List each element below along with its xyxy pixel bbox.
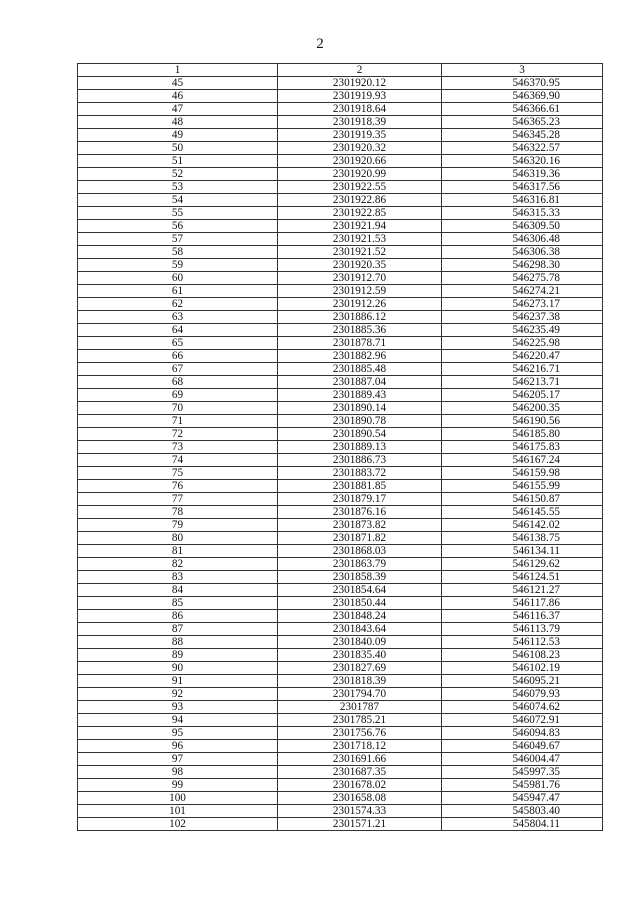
table-row [78,363,603,376]
point-number-cell: 82 [78,558,278,571]
page-number: 2 [316,36,324,52]
point-number-cell: 74 [78,454,278,467]
point-number-cell: 91 [78,675,278,688]
coordinates-table [77,63,603,831]
table-row [78,740,603,753]
y-coordinate-cell: 546274.21 [442,285,603,298]
x-coordinate-cell: 2301718.12 [278,740,442,753]
point-number-cell: 87 [78,623,278,636]
point-number-cell: 102 [78,818,278,831]
x-coordinate-cell: 2301691.66 [278,753,442,766]
table-row [78,259,603,272]
y-coordinate-cell: 546275.78 [442,272,603,285]
table-header-row [78,64,603,77]
point-number-cell: 76 [78,480,278,493]
table-row [78,194,603,207]
point-number-cell: 75 [78,467,278,480]
table-row [78,116,603,129]
x-coordinate-cell: 2301883.72 [278,467,442,480]
x-coordinate-cell: 2301886.12 [278,311,442,324]
y-coordinate-cell: 546102.19 [442,662,603,675]
table-row [78,441,603,454]
y-coordinate-cell: 546095.21 [442,675,603,688]
table-row [78,285,603,298]
point-number-cell: 61 [78,285,278,298]
y-coordinate-cell: 546121.27 [442,584,603,597]
y-coordinate-cell: 546322.57 [442,142,603,155]
table-row [78,298,603,311]
x-coordinate-cell: 2301756.76 [278,727,442,740]
x-coordinate-cell: 2301794.70 [278,688,442,701]
table-row [78,597,603,610]
x-coordinate-cell: 2301920.99 [278,168,442,181]
y-coordinate-cell: 546134.11 [442,545,603,558]
table-row [78,688,603,701]
x-coordinate-cell: 2301818.39 [278,675,442,688]
x-coordinate-cell: 2301890.78 [278,415,442,428]
y-coordinate-cell: 546315.33 [442,207,603,220]
table-row [78,623,603,636]
table-row [78,142,603,155]
point-number-cell: 94 [78,714,278,727]
table-row [78,662,603,675]
table-row [78,220,603,233]
point-number-cell: 95 [78,727,278,740]
table-row [78,168,603,181]
point-number-cell: 63 [78,311,278,324]
y-coordinate-cell: 545803.40 [442,805,603,818]
x-coordinate-cell: 2301922.55 [278,181,442,194]
y-coordinate-cell: 546049.67 [442,740,603,753]
x-coordinate-cell: 2301889.43 [278,389,442,402]
y-coordinate-cell: 546129.62 [442,558,603,571]
y-coordinate-cell: 546345.28 [442,129,603,142]
x-coordinate-cell: 2301922.86 [278,194,442,207]
y-coordinate-cell: 546116.37 [442,610,603,623]
x-coordinate-cell: 2301912.59 [278,285,442,298]
table-row [78,467,603,480]
y-coordinate-cell: 546200.35 [442,402,603,415]
table-row [78,818,603,831]
table-row [78,311,603,324]
y-coordinate-cell: 546309.50 [442,220,603,233]
y-coordinate-cell: 546205.17 [442,389,603,402]
y-coordinate-cell: 546167.24 [442,454,603,467]
table-row [78,155,603,168]
x-coordinate-cell: 2301885.36 [278,324,442,337]
table-body [78,77,603,831]
point-number-cell: 73 [78,441,278,454]
y-coordinate-cell: 546237.38 [442,311,603,324]
y-coordinate-cell: 546213.71 [442,376,603,389]
y-coordinate-cell: 546072.91 [442,714,603,727]
point-number-cell: 80 [78,532,278,545]
y-coordinate-cell: 546094.83 [442,727,603,740]
point-number-cell: 54 [78,194,278,207]
x-coordinate-cell: 2301920.66 [278,155,442,168]
y-coordinate-cell: 546273.17 [442,298,603,311]
table-row [78,90,603,103]
x-coordinate-cell: 2301922.85 [278,207,442,220]
table-row [78,766,603,779]
point-number-cell: 48 [78,116,278,129]
x-coordinate-cell: 2301890.14 [278,402,442,415]
x-coordinate-cell: 2301886.73 [278,454,442,467]
x-coordinate-cell: 2301920.32 [278,142,442,155]
table-row [78,389,603,402]
point-number-cell: 53 [78,181,278,194]
y-coordinate-cell: 546108.23 [442,649,603,662]
table-row [78,493,603,506]
point-number-cell: 92 [78,688,278,701]
y-coordinate-cell: 546145.55 [442,506,603,519]
y-coordinate-cell: 546306.38 [442,246,603,259]
table-row [78,649,603,662]
point-number-cell: 99 [78,779,278,792]
x-coordinate-cell: 2301678.02 [278,779,442,792]
x-coordinate-cell: 2301850.44 [278,597,442,610]
point-number-cell: 79 [78,519,278,532]
point-number-cell: 59 [78,259,278,272]
point-number-cell: 86 [78,610,278,623]
point-number-cell: 72 [78,428,278,441]
y-coordinate-cell: 546216.71 [442,363,603,376]
point-number-cell: 52 [78,168,278,181]
point-number-cell: 88 [78,636,278,649]
y-coordinate-cell: 546369.90 [442,90,603,103]
point-number-cell: 93 [78,701,278,714]
y-coordinate-cell: 546316.81 [442,194,603,207]
point-number-cell: 62 [78,298,278,311]
table-row [78,519,603,532]
table-row [78,584,603,597]
x-coordinate-cell: 2301854.64 [278,584,442,597]
table-row [78,506,603,519]
table-row [78,246,603,259]
x-coordinate-cell: 2301921.53 [278,233,442,246]
x-coordinate-cell: 2301843.64 [278,623,442,636]
table-row [78,727,603,740]
x-coordinate-cell: 2301920.35 [278,259,442,272]
table-row [78,233,603,246]
point-number-cell: 84 [78,584,278,597]
point-number-cell: 83 [78,571,278,584]
table-row [78,792,603,805]
x-coordinate-cell: 2301919.35 [278,129,442,142]
table-row [78,376,603,389]
table-row [78,571,603,584]
column-header-y: 3 [442,64,603,77]
point-number-cell: 81 [78,545,278,558]
x-coordinate-cell: 2301878.71 [278,337,442,350]
point-number-cell: 46 [78,90,278,103]
table-row [78,181,603,194]
y-coordinate-cell: 546366.61 [442,103,603,116]
table-row [78,207,603,220]
y-coordinate-cell: 546185.80 [442,428,603,441]
x-coordinate-cell: 2301918.64 [278,103,442,116]
table-row [78,532,603,545]
table-row [78,714,603,727]
table-row [78,415,603,428]
point-number-cell: 77 [78,493,278,506]
y-coordinate-cell: 546225.98 [442,337,603,350]
x-coordinate-cell: 2301858.39 [278,571,442,584]
point-number-cell: 90 [78,662,278,675]
table-row [78,545,603,558]
y-coordinate-cell: 546113.79 [442,623,603,636]
point-number-cell: 85 [78,597,278,610]
x-coordinate-cell: 2301571.21 [278,818,442,831]
point-number-cell: 68 [78,376,278,389]
y-coordinate-cell: 546004.47 [442,753,603,766]
point-number-cell: 55 [78,207,278,220]
table-row [78,480,603,493]
point-number-cell: 66 [78,350,278,363]
y-coordinate-cell: 546138.75 [442,532,603,545]
x-coordinate-cell: 2301873.82 [278,519,442,532]
table-row [78,324,603,337]
y-coordinate-cell: 545947.47 [442,792,603,805]
table-row [78,701,603,714]
table-row [78,805,603,818]
y-coordinate-cell: 546079.93 [442,688,603,701]
y-coordinate-cell: 546235.49 [442,324,603,337]
y-coordinate-cell: 546124.51 [442,571,603,584]
x-coordinate-cell: 2301889.13 [278,441,442,454]
x-coordinate-cell: 2301882.96 [278,350,442,363]
table-row [78,129,603,142]
y-coordinate-cell: 546317.56 [442,181,603,194]
point-number-cell: 78 [78,506,278,519]
x-coordinate-cell: 2301574.33 [278,805,442,818]
point-number-cell: 64 [78,324,278,337]
point-number-cell: 71 [78,415,278,428]
point-number-cell: 70 [78,402,278,415]
table-row [78,753,603,766]
y-coordinate-cell: 546142.02 [442,519,603,532]
table-row [78,636,603,649]
y-coordinate-cell: 546319.36 [442,168,603,181]
point-number-cell: 47 [78,103,278,116]
x-coordinate-cell: 2301876.16 [278,506,442,519]
point-number-cell: 101 [78,805,278,818]
y-coordinate-cell: 546150.87 [442,493,603,506]
table-row [78,77,603,90]
table-row [78,610,603,623]
point-number-cell: 98 [78,766,278,779]
x-coordinate-cell: 2301885.48 [278,363,442,376]
y-coordinate-cell: 546190.56 [442,415,603,428]
x-coordinate-cell: 2301848.24 [278,610,442,623]
y-coordinate-cell: 546112.53 [442,636,603,649]
point-number-cell: 89 [78,649,278,662]
table-row [78,675,603,688]
table-row [78,350,603,363]
point-number-cell: 67 [78,363,278,376]
x-coordinate-cell: 2301920.12 [278,77,442,90]
table-row [78,402,603,415]
y-coordinate-cell: 546220.47 [442,350,603,363]
x-coordinate-cell: 2301879.17 [278,493,442,506]
x-coordinate-cell: 2301918.39 [278,116,442,129]
y-coordinate-cell: 545997.35 [442,766,603,779]
point-number-cell: 97 [78,753,278,766]
x-coordinate-cell: 2301863.79 [278,558,442,571]
table-row [78,428,603,441]
x-coordinate-cell: 2301881.85 [278,480,442,493]
table-row [78,272,603,285]
x-coordinate-cell: 2301787 [278,701,442,714]
point-number-cell: 100 [78,792,278,805]
y-coordinate-cell: 545981.76 [442,779,603,792]
table-row [78,779,603,792]
point-number-cell: 50 [78,142,278,155]
y-coordinate-cell: 546370.95 [442,77,603,90]
y-coordinate-cell: 546298.30 [442,259,603,272]
x-coordinate-cell: 2301658.08 [278,792,442,805]
y-coordinate-cell: 546365.23 [442,116,603,129]
table-row [78,337,603,350]
point-number-cell: 65 [78,337,278,350]
table-row [78,558,603,571]
x-coordinate-cell: 2301687.35 [278,766,442,779]
point-number-cell: 56 [78,220,278,233]
y-coordinate-cell: 546117.86 [442,597,603,610]
x-coordinate-cell: 2301912.26 [278,298,442,311]
point-number-cell: 69 [78,389,278,402]
point-number-cell: 57 [78,233,278,246]
table-row [78,103,603,116]
x-coordinate-cell: 2301921.52 [278,246,442,259]
point-number-cell: 60 [78,272,278,285]
x-coordinate-cell: 2301921.94 [278,220,442,233]
y-coordinate-cell: 545804.11 [442,818,603,831]
y-coordinate-cell: 546074.62 [442,701,603,714]
x-coordinate-cell: 2301912.70 [278,272,442,285]
table-row [78,454,603,467]
point-number-cell: 96 [78,740,278,753]
x-coordinate-cell: 2301840.09 [278,636,442,649]
point-number-cell: 51 [78,155,278,168]
x-coordinate-cell: 2301785.21 [278,714,442,727]
x-coordinate-cell: 2301835.40 [278,649,442,662]
y-coordinate-cell: 546175.83 [442,441,603,454]
x-coordinate-cell: 2301890.54 [278,428,442,441]
point-number-cell: 45 [78,77,278,90]
y-coordinate-cell: 546155.99 [442,480,603,493]
x-coordinate-cell: 2301868.03 [278,545,442,558]
x-coordinate-cell: 2301871.82 [278,532,442,545]
column-header-point: 1 [78,64,278,77]
y-coordinate-cell: 546306.48 [442,233,603,246]
y-coordinate-cell: 546320.16 [442,155,603,168]
point-number-cell: 49 [78,129,278,142]
x-coordinate-cell: 2301827.69 [278,662,442,675]
x-coordinate-cell: 2301887.04 [278,376,442,389]
column-header-x: 2 [278,64,442,77]
y-coordinate-cell: 546159.98 [442,467,603,480]
point-number-cell: 58 [78,246,278,259]
x-coordinate-cell: 2301919.93 [278,90,442,103]
